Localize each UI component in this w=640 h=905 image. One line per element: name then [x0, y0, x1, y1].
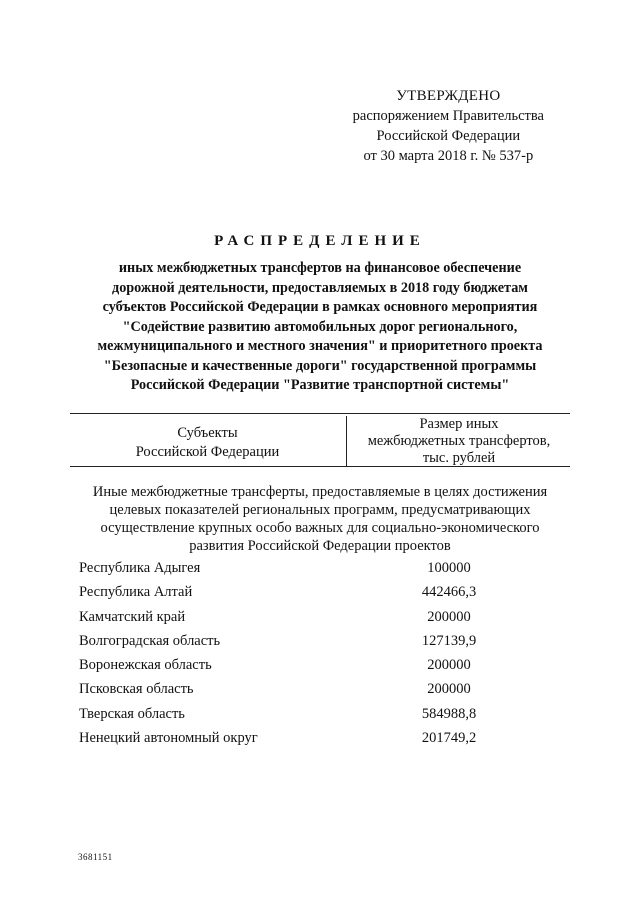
document-code: 3681151	[78, 852, 113, 862]
region-name: Псковская область	[79, 681, 194, 698]
region-name: Тверская область	[79, 705, 185, 722]
transfer-amount: 200000	[427, 657, 471, 674]
region-name: Волгоградская область	[79, 632, 221, 649]
table-row	[79, 706, 519, 730]
subtitle-line: субъектов Российской Федерации в рамках основного мероприятия	[102, 299, 538, 315]
table-row	[79, 657, 519, 681]
subtitle-line: "Безопасные и качественные дороги" государственной программы	[103, 357, 537, 374]
approval-line-2: Российской Федерации	[376, 128, 521, 144]
transfer-amount: 584988,8	[421, 705, 477, 722]
subtitle-line: "Содействие развитию автомобильных дорог регионального,	[122, 318, 518, 335]
approval-heading: УТВЕРЖДЕНО	[396, 88, 501, 104]
document-title: РАСПРЕДЕЛЕНИЕ	[214, 233, 426, 249]
column-header-amount	[346, 416, 571, 466]
header-line: тыс. рублей	[422, 450, 496, 466]
table-header	[70, 413, 570, 467]
subtitle-line: иных межбюджетных трансфертов на финансовое обеспечение	[118, 260, 522, 276]
approval-line-1: распоряжением Правительства	[352, 108, 544, 124]
table-row	[79, 560, 519, 584]
table-row	[79, 730, 519, 754]
table-row	[79, 609, 519, 633]
approval-line-3: от 30 марта 2018 г. № 537-р	[363, 148, 534, 164]
table-row	[79, 681, 519, 705]
region-name: Республика Алтай	[79, 584, 193, 601]
column-header-subjects	[70, 424, 345, 462]
transfer-amount: 442466,3	[421, 584, 477, 601]
header-line: Размер иных	[419, 416, 499, 432]
section-line: целевых показателей региональных программ, предусматривающих	[109, 502, 531, 518]
transfer-amount: 200000	[427, 608, 471, 625]
table-body	[79, 560, 519, 754]
table-row	[79, 584, 519, 608]
region-name: Ненецкий автономный округ	[79, 730, 258, 747]
transfer-amount: 127139,9	[421, 632, 477, 649]
subtitle-line: Российской Федерации "Развитие транспортной системы"	[130, 377, 510, 393]
document-subtitle	[60, 259, 580, 396]
section-line: Иные межбюджетные трансферты, предоставляемые в целях достижения	[92, 484, 548, 500]
region-name: Воронежская область	[79, 657, 212, 674]
approval-stamp	[353, 86, 544, 166]
header-line: Российской Федерации	[135, 444, 280, 460]
header-line: межбюджетных трансфертов,	[367, 433, 551, 449]
section-heading	[70, 483, 570, 555]
header-line: Субъекты	[177, 425, 238, 441]
subtitle-line: дорожной деятельности, предоставляемых в 2018 году бюджетам	[112, 279, 528, 296]
region-name: Камчатский край	[79, 608, 186, 625]
transfer-amount: 200000	[427, 681, 471, 698]
transfer-amount: 100000	[427, 560, 471, 576]
transfer-amount: 201749,2	[421, 730, 477, 747]
subtitle-line: межмуниципального и местного значения" и приоритетного проекта	[97, 338, 543, 354]
section-line: развития Российской Федерации проектов	[189, 538, 451, 554]
table-row	[79, 633, 519, 657]
region-name: Республика Адыгея	[79, 560, 201, 576]
section-line: осуществление крупных особо важных для социально-экономического	[100, 520, 540, 536]
